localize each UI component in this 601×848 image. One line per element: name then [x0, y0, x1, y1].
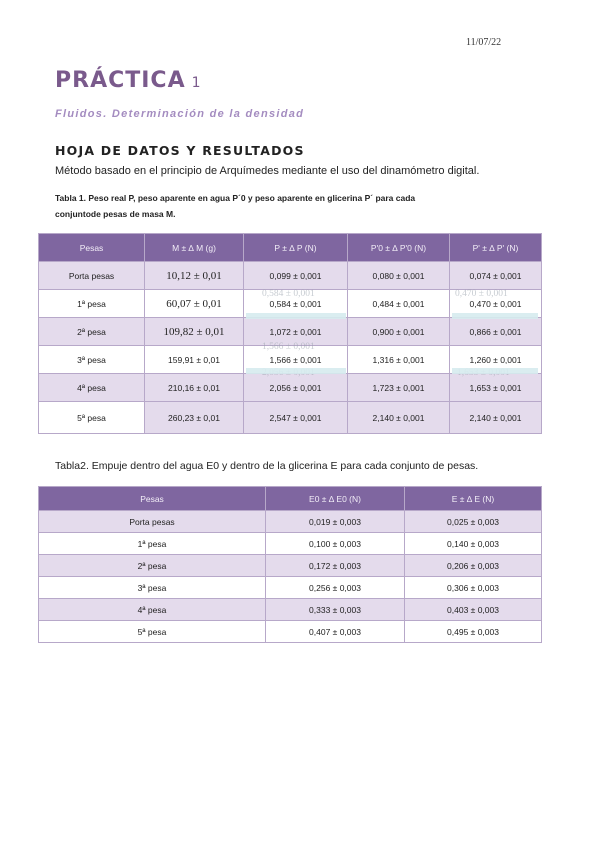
value-cell: 0,407 ± 0,003	[266, 621, 405, 643]
row-label: 5ª pesa	[39, 402, 145, 434]
value-cell: 0,495 ± 0,003	[405, 621, 542, 643]
value-cell: 2,140 ± 0,001	[348, 402, 450, 434]
value-cell: 1,316 ± 0,001	[348, 346, 450, 374]
table-row	[39, 621, 542, 643]
table1-header: Pesas	[39, 234, 145, 262]
table2-header: Pesas	[39, 487, 266, 511]
table-row	[39, 402, 542, 434]
table2	[38, 486, 542, 643]
highlight-bar	[452, 313, 538, 319]
value-cell: 0,025 ± 0,003	[405, 511, 542, 533]
value-cell: 0,140 ± 0,003	[405, 533, 542, 555]
table2-header: E ± ∆ E (N)	[405, 487, 542, 511]
value-cell: 0,100 ± 0,003	[266, 533, 405, 555]
row-label: 3ª pesa	[39, 346, 145, 374]
table1-header: M ± ∆ M (g)	[145, 234, 244, 262]
ghost-text: 0,584 ± 0,001	[262, 289, 315, 299]
row-label: Porta pesas	[39, 511, 266, 533]
mass-cell: 60,07 ± 0,01	[145, 290, 244, 318]
value-cell: 2,140 ± 0,001	[450, 402, 542, 434]
table2-header-row	[39, 487, 542, 511]
table-row	[39, 555, 542, 577]
table1-header-row	[39, 234, 542, 262]
mass-cell: 159,91 ± 0,01	[145, 346, 244, 374]
row-label: Porta pesas	[39, 262, 145, 290]
table1-header: P' ± ∆ P' (N)	[450, 234, 542, 262]
value-cell: 0,099 ± 0,001	[244, 262, 348, 290]
value-cell: 0,900 ± 0,001	[348, 318, 450, 346]
row-label: 3ª pesa	[39, 577, 266, 599]
mass-cell: 10,12 ± 0,01	[145, 262, 244, 290]
ghost-text: 0,470 ± 0,001	[455, 289, 508, 299]
row-label: 1ª pesa	[39, 533, 266, 555]
table-row	[39, 511, 542, 533]
table1-caption	[55, 190, 475, 222]
value-cell: 1,723 ± 0,001	[348, 374, 450, 402]
value-cell: 0,019 ± 0,003	[266, 511, 405, 533]
page-title	[55, 68, 202, 93]
title-main: PRÁCTICA	[55, 68, 186, 93]
value-cell: 2,547 ± 0,001	[244, 402, 348, 434]
row-label: 2ª pesa	[39, 555, 266, 577]
title-number: 1	[191, 75, 202, 91]
highlight-bar	[246, 313, 346, 319]
row-label: 4ª pesa	[39, 599, 266, 621]
value-cell: 2,056 ± 0,001	[244, 374, 348, 402]
subtitle: Fluidos. Determinación de la densidad	[55, 108, 305, 120]
value-cell: 0,470 ± 0,001	[450, 290, 542, 318]
section-heading: HOJA DE DATOS Y RESULTADOS	[55, 143, 305, 158]
value-cell: 0,403 ± 0,003	[405, 599, 542, 621]
ghost-text: 1,566 ± 0,001	[262, 342, 315, 352]
table-row	[39, 599, 542, 621]
value-cell: 0,074 ± 0,001	[450, 262, 542, 290]
table2-caption: Tabla2. Empuje dentro del agua E0 y dentro de la glicerina E para cada conjunto de pesas.	[55, 460, 479, 472]
table-row	[39, 577, 542, 599]
table2-header: E0 ± ∆ E0 (N)	[266, 487, 405, 511]
row-label: 1ª pesa	[39, 290, 145, 318]
mass-cell: 260,23 ± 0,01	[145, 402, 244, 434]
value-cell: 1,260 ± 0,001	[450, 346, 542, 374]
value-cell: 0,306 ± 0,003	[405, 577, 542, 599]
value-cell: 0,584 ± 0,001	[244, 290, 348, 318]
date: 11/07/22	[466, 37, 502, 48]
table-row	[39, 533, 542, 555]
table1-caption-line2: conjuntode pesas de masa M.	[55, 209, 176, 219]
table1-caption-line1: Tabla 1. Peso real P, peso aparente en agua P´0 y peso aparente en glicerina P´ para cada	[55, 193, 416, 203]
value-cell: 0,172 ± 0,003	[266, 555, 405, 577]
table1-header: P ± ∆ P (N)	[244, 234, 348, 262]
mass-cell: 109,82 ± 0,01	[145, 318, 244, 346]
table-row	[39, 262, 542, 290]
value-cell: 0,866 ± 0,001	[450, 318, 542, 346]
row-label: 5ª pesa	[39, 621, 266, 643]
highlight-bar	[246, 368, 346, 374]
value-cell: 1,072 ± 0,001	[244, 318, 348, 346]
mass-cell: 210,16 ± 0,01	[145, 374, 244, 402]
row-label: 4ª pesa	[39, 374, 145, 402]
value-cell: 1,653 ± 0,001	[450, 374, 542, 402]
value-cell: 0,333 ± 0,003	[266, 599, 405, 621]
table1-header: P'0 ± ∆ P'0 (N)	[348, 234, 450, 262]
method-description: Método basado en el principio de Arquímedes mediante el uso del dinamómetro digital.	[55, 165, 480, 177]
value-cell: 1,566 ± 0,001	[244, 346, 348, 374]
value-cell: 0,206 ± 0,003	[405, 555, 542, 577]
table1	[38, 233, 542, 434]
value-cell: 0,256 ± 0,003	[266, 577, 405, 599]
highlight-bar	[452, 368, 538, 374]
row-label: 2ª pesa	[39, 318, 145, 346]
value-cell: 0,080 ± 0,001	[348, 262, 450, 290]
value-cell: 0,484 ± 0,001	[348, 290, 450, 318]
